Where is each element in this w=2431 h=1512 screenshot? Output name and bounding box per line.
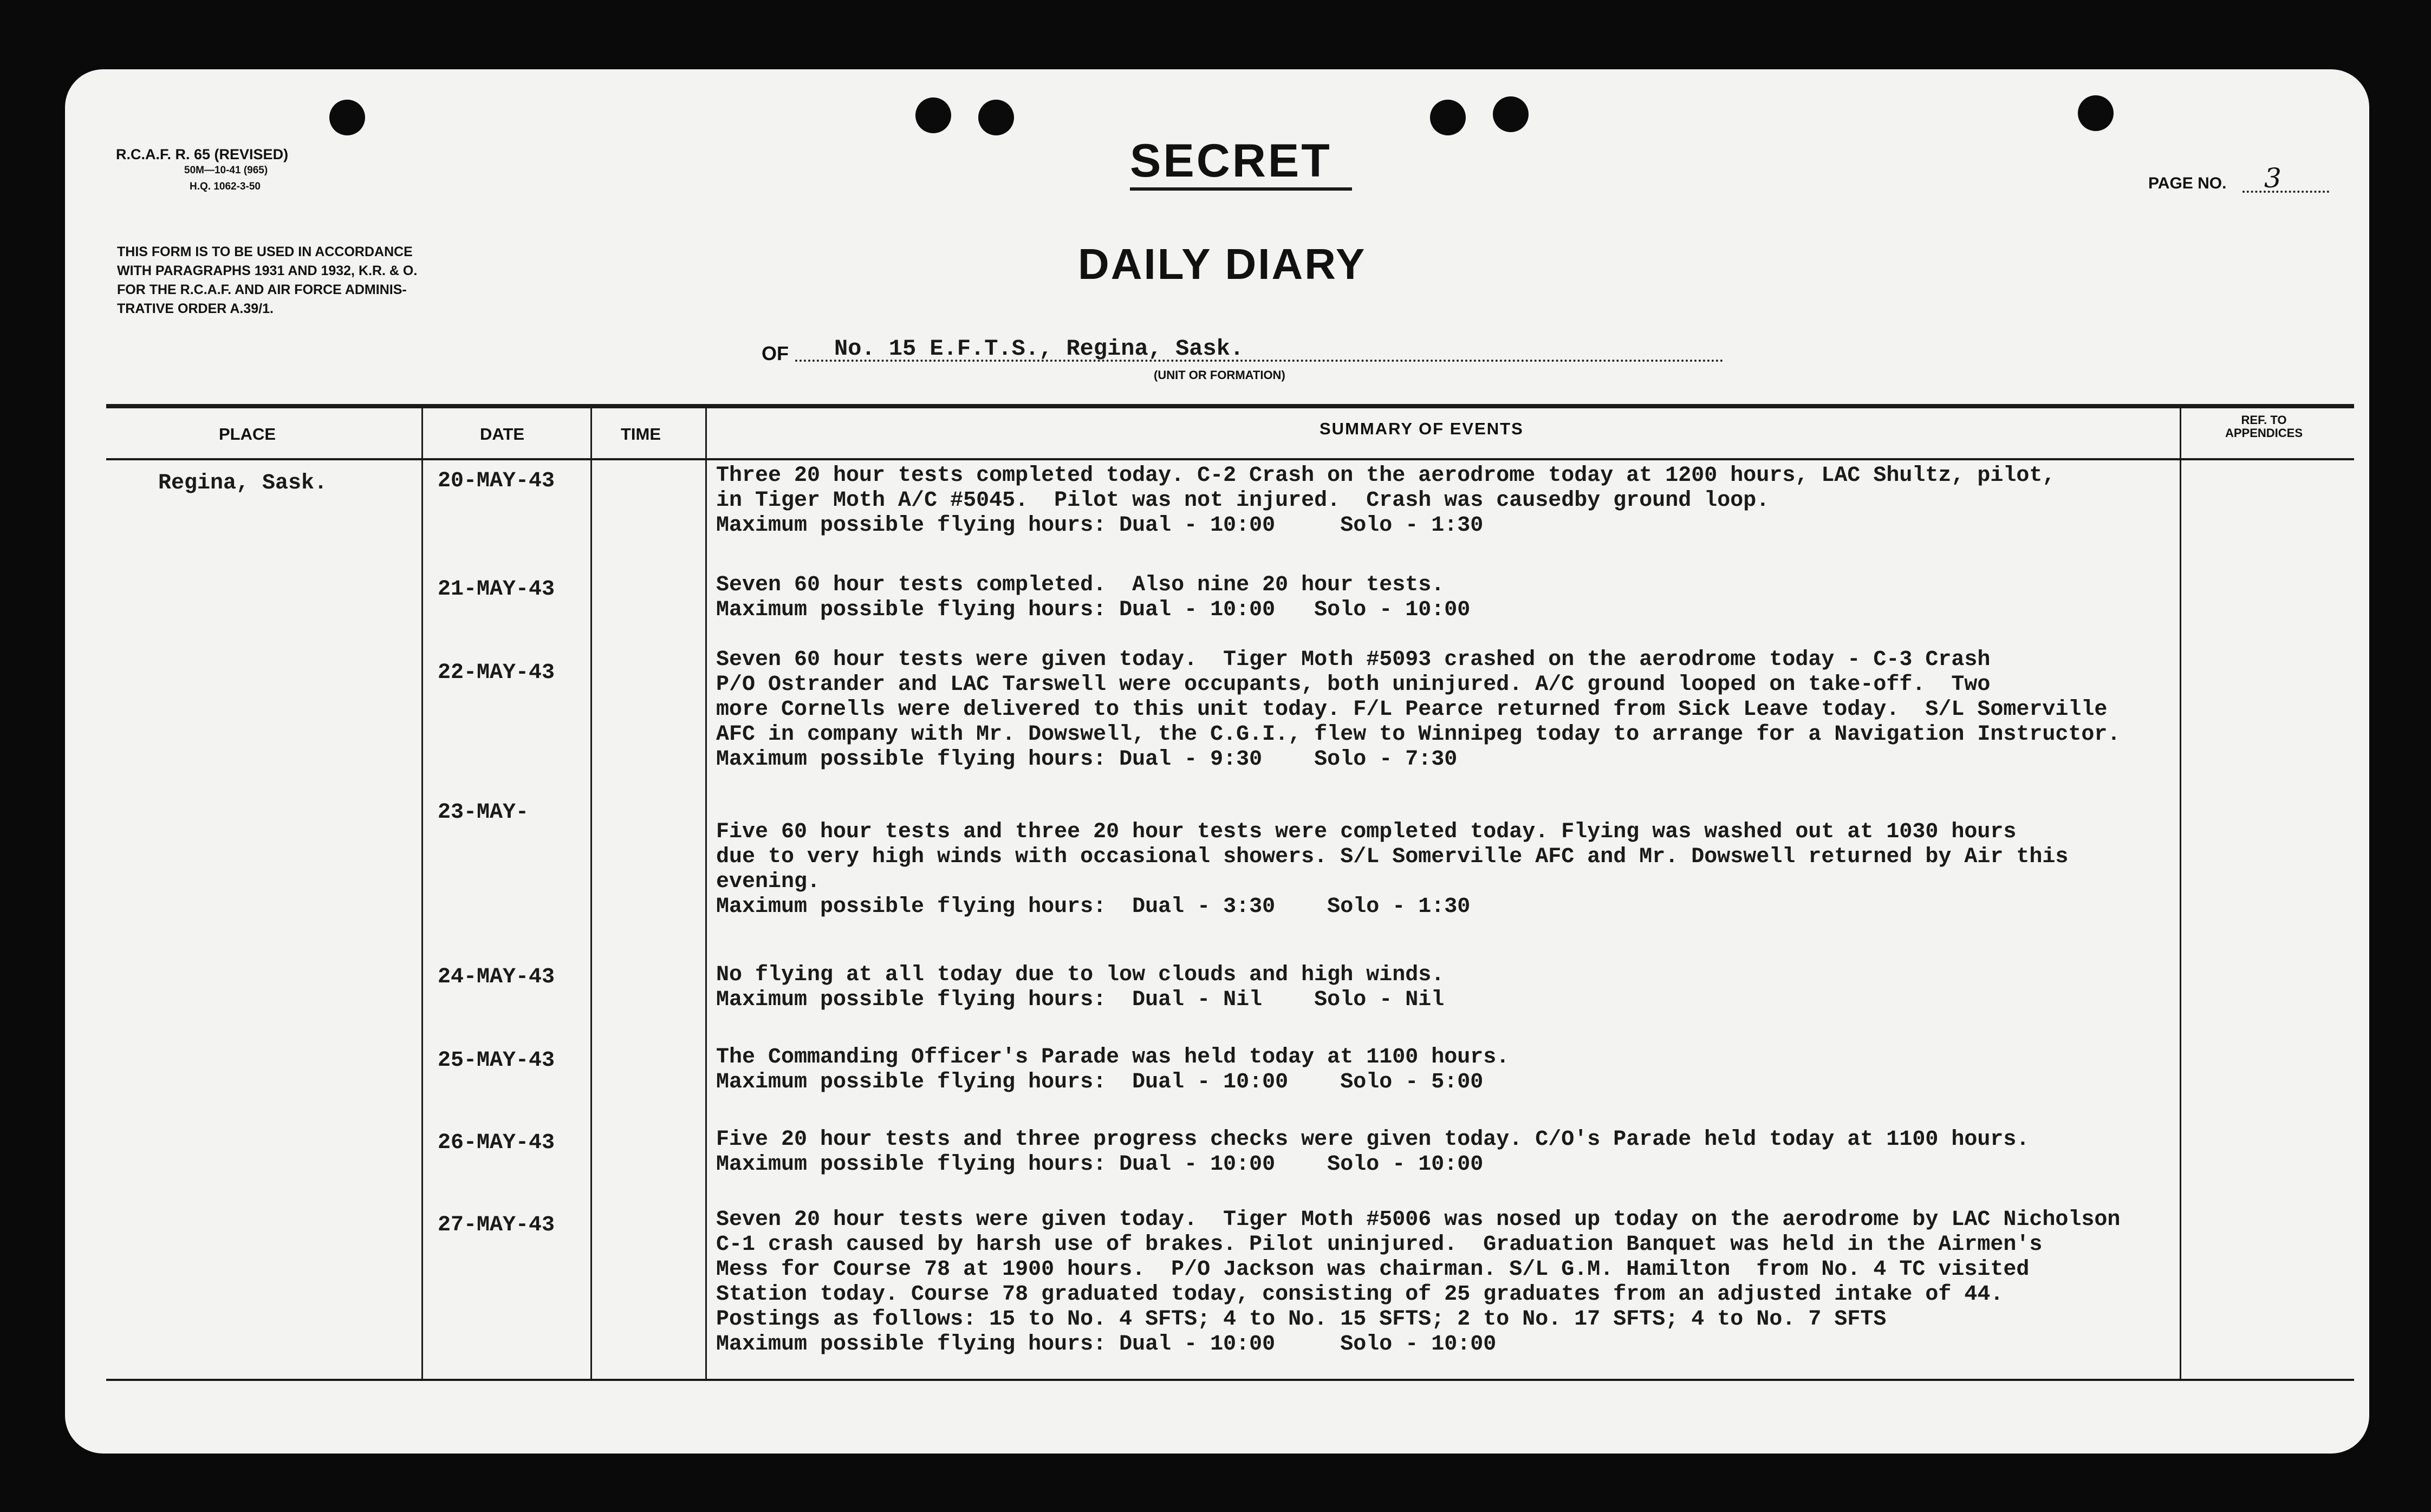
header-date: DATE bbox=[480, 425, 525, 444]
entry-summary bbox=[716, 1128, 2211, 1177]
header-place: PLACE bbox=[219, 425, 276, 444]
summary-line: P/O Ostrander and LAC Tarswell were occupants, both uninjured. A/C ground looped on take-off. Two bbox=[716, 673, 1991, 697]
column-divider bbox=[590, 407, 592, 1380]
punch-hole bbox=[978, 100, 1014, 135]
entry-date: 21-MAY-43 bbox=[438, 577, 555, 602]
summary-line: No flying at all today due to low clouds and high winds. bbox=[716, 963, 1445, 987]
form-id: 50M—10-41 (965) bbox=[184, 165, 268, 176]
entry-date: 23-MAY- bbox=[438, 800, 529, 825]
entry-date: 24-MAY-43 bbox=[438, 965, 555, 989]
unit-name: No. 15 E.F.T.S., Regina, Sask. bbox=[834, 336, 1244, 362]
summary-line: Maximum possible flying hours: Dual - 10:00 Solo - 1:30 bbox=[716, 513, 1484, 538]
summary-line: due to very high winds with occasional showers. S/L Somerville AFC and Mr. Dowswell returned by Air this bbox=[716, 845, 2069, 869]
summary-line: Maximum possible flying hours: Dual - 3:30 Solo - 1:30 bbox=[716, 895, 1471, 919]
summary-line: Maximum possible flying hours: Dual - 10:00 Solo - 10:00 bbox=[716, 1332, 1497, 1357]
summary-line: Postings as follows: 15 to No. 4 SFTS; 4 to No. 15 SFTS; 2 to No. 17 SFTS; 4 to No. 7 SFTS bbox=[716, 1307, 1887, 1332]
summary-line: AFC in company with Mr. Dowswell, the C.G.I., flew to Winnipeg today to arrange for a Navigation Instructor. bbox=[716, 722, 2121, 747]
header-time: TIME bbox=[621, 425, 661, 444]
entry-summary bbox=[716, 464, 2211, 538]
table-header-rule bbox=[106, 458, 2354, 460]
summary-line: in Tiger Moth A/C #5045. Pilot was not injured. Crash was causedby ground loop. bbox=[716, 488, 1770, 513]
summary-line: The Commanding Officer's Parade was held today at 1100 hours. bbox=[716, 1045, 1510, 1070]
unit-caption: (UNIT OR FORMATION) bbox=[1154, 368, 1285, 382]
summary-line: Maximum possible flying hours: Dual - Nil Solo - Nil bbox=[716, 988, 1445, 1012]
summary-line: Mess for Course 78 at 1900 hours. P/O Jackson was chairman. S/L G.M. Hamilton from No. 4 TC visited bbox=[716, 1257, 2030, 1282]
summary-line: Seven 60 hour tests completed. Also nine 20 hour tests. bbox=[716, 573, 1445, 597]
summary-line: Five 20 hour tests and three progress checks were given today. C/O's Parade held today at 1100 hours. bbox=[716, 1128, 2030, 1152]
column-divider bbox=[705, 407, 707, 1380]
classification-stamp: SECRET bbox=[1130, 135, 1332, 187]
entry-date: 20-MAY-43 bbox=[438, 469, 555, 493]
punch-hole bbox=[329, 100, 365, 135]
punch-hole bbox=[1430, 100, 1466, 135]
summary-line: Maximum possible flying hours: Dual - 9:30 Solo - 7:30 bbox=[716, 747, 1458, 772]
form-id: R.C.A.F. R. 65 (REVISED) bbox=[116, 146, 289, 162]
entry-summary bbox=[716, 1045, 2211, 1095]
summary-line: C-1 crash caused by harsh use of brakes. Pilot uninjured. Graduation Banquet was held in the Airmen's bbox=[716, 1233, 2043, 1257]
of-label: OF bbox=[762, 342, 789, 364]
classification-underline bbox=[1130, 187, 1352, 191]
summary-line: Maximum possible flying hours: Dual - 10:00 Solo - 10:00 bbox=[716, 1152, 1484, 1177]
header-ref: REF. TO APPENDICES bbox=[2225, 413, 2303, 440]
instructions: THIS FORM IS TO BE USED IN ACCORDANCE WITH PARAGRAPHS 1931 AND 1932, K.R. & O. FOR THE R.C.A.F. AND AIR FORCE ADMINIS- TRATIVE ORDER A.39/1. bbox=[117, 244, 418, 316]
entry-summary bbox=[716, 648, 2211, 772]
entry-date: 25-MAY-43 bbox=[438, 1048, 555, 1073]
summary-line: more Cornells were delivered to this unit today. F/L Pearce returned from Sick Leave today. S/L Somerville bbox=[716, 698, 2108, 722]
summary-line: Maximum possible flying hours: Dual - 10:00 Solo - 5:00 bbox=[716, 1070, 1484, 1094]
summary-line: evening. bbox=[716, 870, 821, 894]
summary-line: Station today. Course 78 graduated today, consisting of 25 graduates from an adjusted intake of 44. bbox=[716, 1282, 2004, 1307]
summary-line: Seven 60 hour tests were given today. Tiger Moth #5093 crashed on the aerodrome today - C-3 Crash bbox=[716, 648, 1991, 672]
punch-hole bbox=[2078, 95, 2114, 131]
entry-summary bbox=[716, 963, 2211, 1013]
header-summary: SUMMARY OF EVENTS bbox=[1320, 419, 1524, 438]
summary-line: Maximum possible flying hours: Dual - 10:00 Solo - 10:00 bbox=[716, 598, 1471, 622]
summary-line: Seven 20 hour tests were given today. Tiger Moth #5006 was nosed up today on the aerodrome by LAC Nicholson bbox=[716, 1208, 2121, 1232]
punch-hole bbox=[915, 97, 951, 133]
punch-hole bbox=[1493, 96, 1529, 132]
entry-summary bbox=[716, 573, 2211, 623]
entry-summary bbox=[716, 820, 2211, 920]
page-label: PAGE NO. bbox=[2148, 174, 2227, 192]
page-title: DAILY DIARY bbox=[1078, 240, 1367, 288]
entry-summary bbox=[716, 1208, 2211, 1357]
summary-line: Five 60 hour tests and three 20 hour tests were completed today. Flying was washed out at 1030 hours bbox=[716, 820, 2017, 844]
entry-date: 26-MAY-43 bbox=[438, 1131, 555, 1155]
table-top-rule bbox=[106, 404, 2354, 408]
form-id: H.Q. 1062-3-50 bbox=[190, 181, 261, 192]
page-number-field bbox=[2242, 166, 2329, 193]
entry-date: 27-MAY-43 bbox=[438, 1213, 555, 1237]
summary-line: Three 20 hour tests completed today. C-2 Crash on the aerodrome today at 1200 hours, LAC Shultz, pilot, bbox=[716, 464, 2056, 488]
place-value: Regina, Sask. bbox=[158, 471, 328, 496]
column-divider bbox=[421, 407, 423, 1380]
table-bottom-rule bbox=[106, 1379, 2354, 1381]
page-number: 3 bbox=[2264, 162, 2282, 194]
entry-date: 22-MAY-43 bbox=[438, 661, 555, 685]
